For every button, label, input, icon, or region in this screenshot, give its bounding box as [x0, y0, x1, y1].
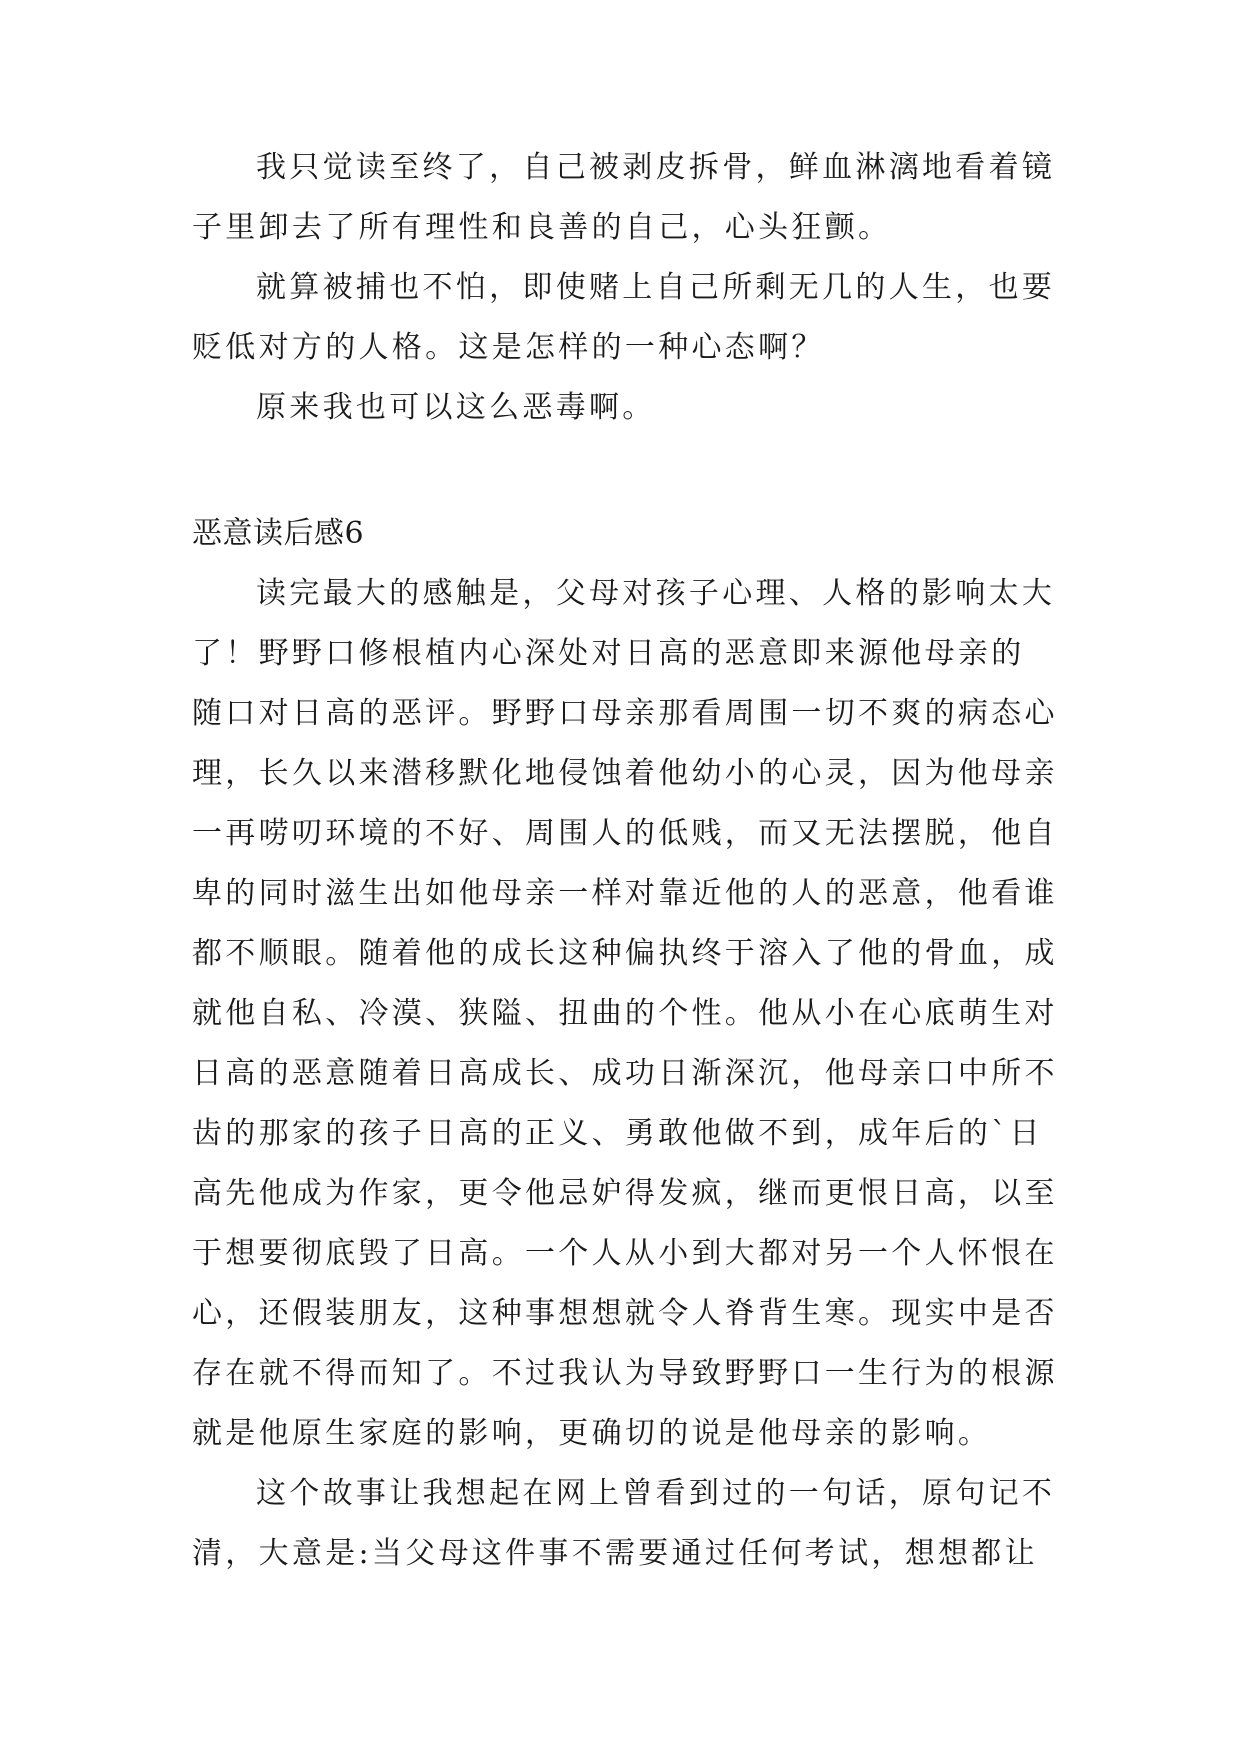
- paragraph-line: 高先他成为作家，更令他忌妒得发疯，继而更恨日高，以至: [192, 1176, 1058, 1211]
- paragraph-line: 卑的同时滋生出如他母亲一样对靠近他的人的恶意，他看谁: [192, 876, 1058, 911]
- paragraph-line: 读完最大的感触是，父母对孩子心理、人格的影响太大: [256, 576, 1056, 611]
- paragraph-line: 都不顺眼。随着他的成长这种偏执终于溶入了他的骨血，成: [192, 936, 1058, 971]
- paragraph-line: 理，长久以来潜移默化地侵蚀着他幼小的心灵，因为他母亲: [192, 756, 1058, 791]
- paragraph-line: 这个故事让我想起在网上曾看到过的一句话，原句记不: [256, 1476, 1056, 1511]
- paragraph-line: 就他自私、冷漠、狭隘、扭曲的个性。他从小在心底萌生对: [192, 996, 1058, 1031]
- paragraph-line: 日高的恶意随着日高成长、成功日渐深沉，他母亲口中所不: [192, 1056, 1058, 1091]
- paragraph-line: 心，还假装朋友，这种事想想就令人脊背生寒。现实中是否: [192, 1296, 1058, 1331]
- paragraph-line: 于想要彻底毁了日高。一个人从小到大都对另一个人怀恨在: [192, 1236, 1058, 1271]
- paragraph-line: 一再唠叨环境的不好、周围人的低贱，而又无法摆脱，他自: [192, 816, 1058, 851]
- paragraph-line: 就是他原生家庭的影响，更确切的说是他母亲的影响。: [192, 1416, 992, 1451]
- section-heading: 恶意读后感6: [192, 516, 365, 551]
- paragraph-line: 原来我也可以这么恶毒啊。: [256, 390, 656, 425]
- paragraph-line: 存在就不得而知了。不过我认为导致野野口一生行为的根源: [192, 1356, 1058, 1391]
- paragraph-line: 我只觉读至终了，自己被剥皮拆骨，鲜血淋漓地看着镜: [256, 150, 1056, 185]
- paragraph-line: 贬低对方的人格。这是怎样的一种心态啊？: [192, 330, 825, 365]
- paragraph-line: 就算被捕也不怕，即使赌上自己所剩无几的人生，也要: [256, 270, 1056, 305]
- paragraph-line: 随口对日高的恶评。野野口母亲那看周围一切不爽的病态心: [192, 696, 1058, 731]
- paragraph-line: 清，大意是:当父母这件事不需要通过任何考试，想想都让: [192, 1536, 1038, 1571]
- paragraph-line: 子里卸去了所有理性和良善的自己，心头狂颤。: [192, 210, 892, 245]
- paragraph-line: 了！野野口修根植内心深处对日高的恶意即来源他母亲的: [192, 636, 1025, 671]
- paragraph-line: 齿的那家的孩子日高的正义、勇敢他做不到，成年后的`日: [192, 1116, 1043, 1151]
